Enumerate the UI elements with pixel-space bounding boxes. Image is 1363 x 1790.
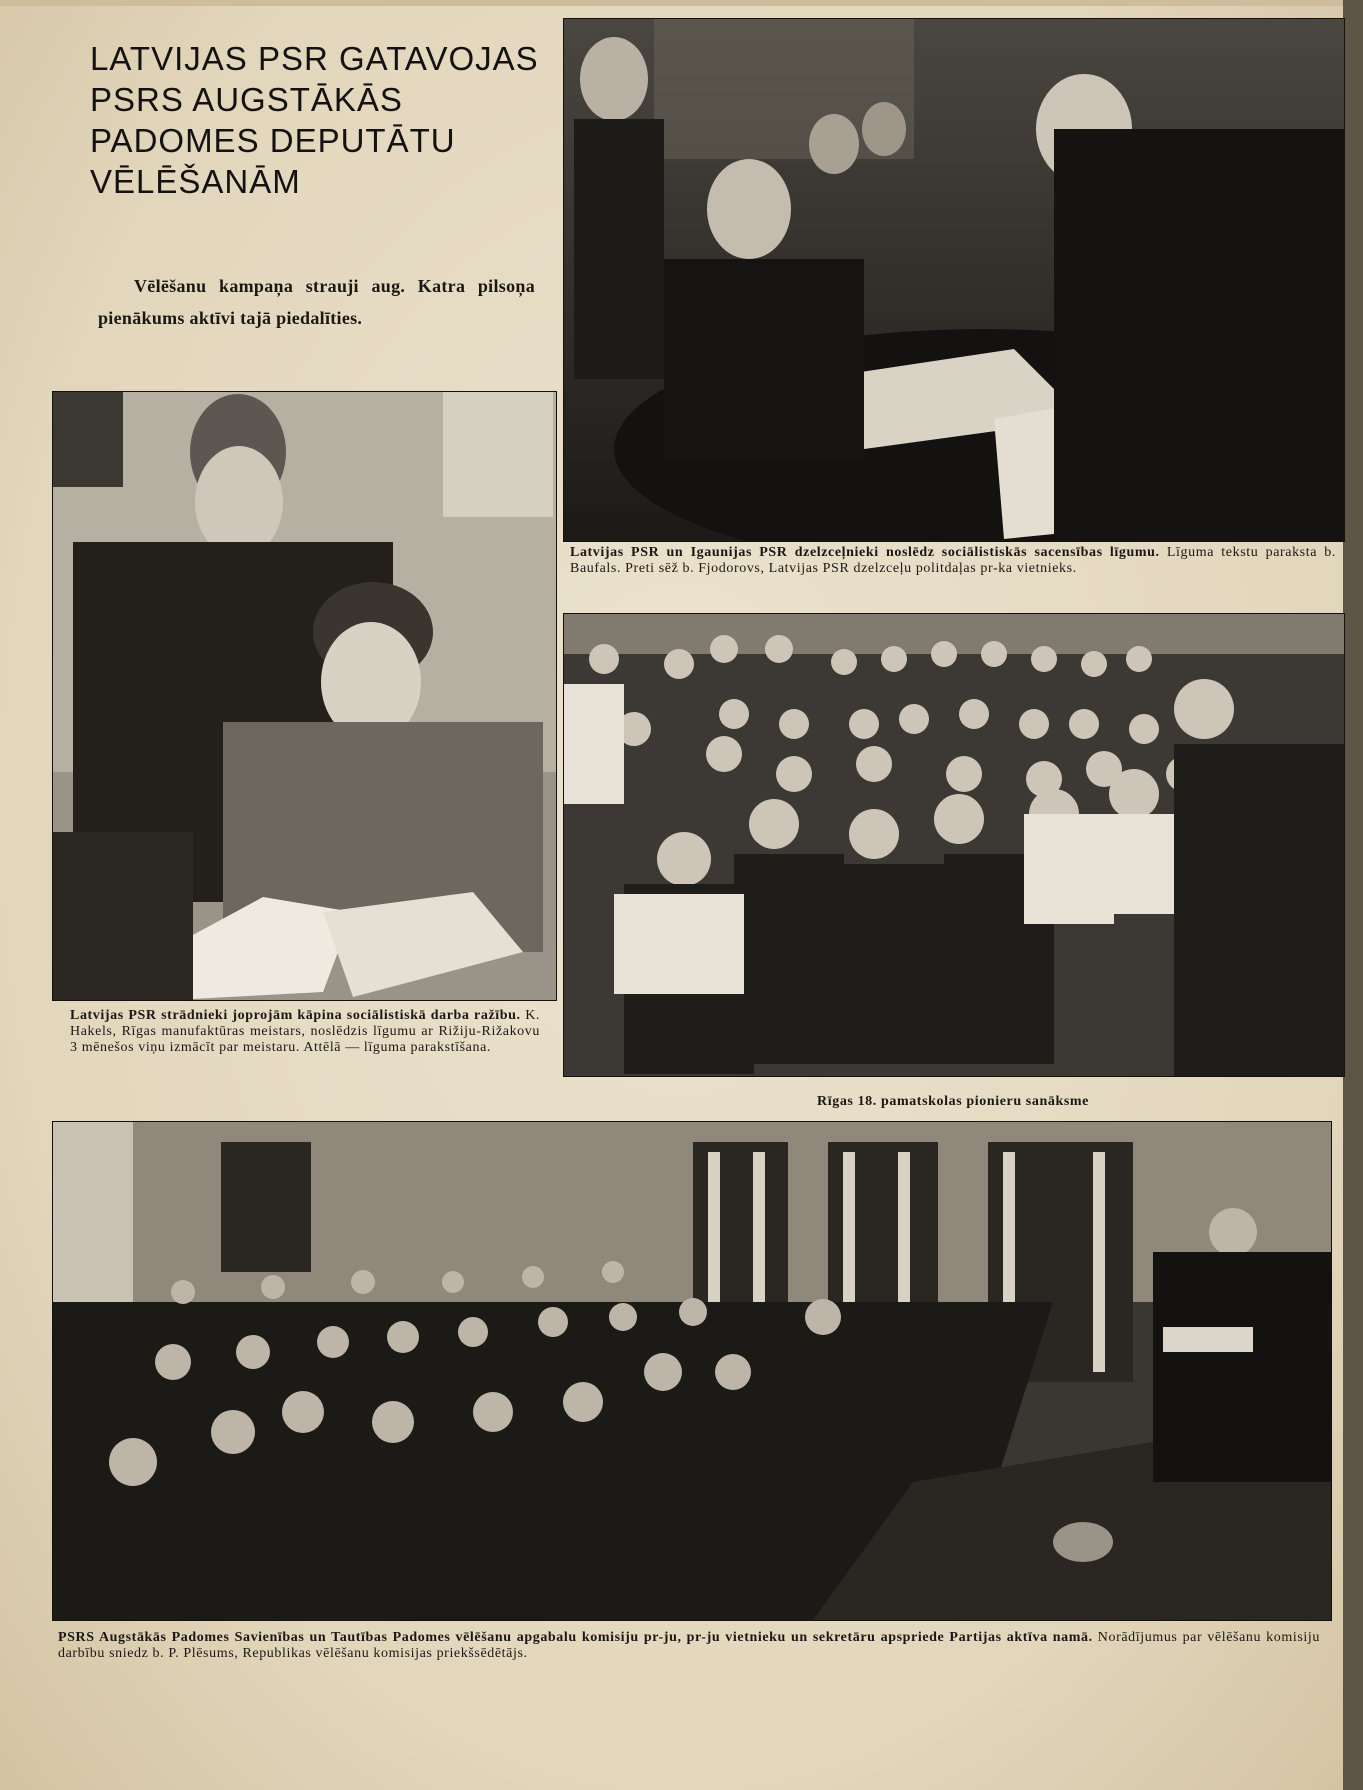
photo-assembly-meeting: [52, 1121, 1332, 1621]
workers-photo-illustration: [53, 392, 556, 1000]
photo-workers-contract: [52, 391, 557, 1001]
caption-railway: [570, 545, 1336, 577]
lead-paragraph: Vēlēšanu kampaņa strauji aug. Katra pilsoņa pienākums aktīvi tajā piedalīties.: [98, 276, 535, 328]
pioneers-photo-illustration: [564, 614, 1344, 1076]
caption-railway-bold: Latvijas PSR un Igaunijas PSR dzelzceļnieki noslēdz sociālistiskās sacensības līgumu.: [570, 545, 1160, 560]
caption-assembly-text: Norādījumus par vēlēšanu komisiju darbību sniedz b. P. Plēsums, Republikas vēlēšanu komisijas priekšsēdētājs.: [58, 1630, 1320, 1661]
photo-pioneers-meeting: [563, 613, 1345, 1077]
railway-photo-illustration: [564, 19, 1344, 541]
caption-assembly: [58, 1630, 1320, 1662]
assembly-photo-illustration: [53, 1122, 1331, 1620]
photo-railway-signing: [563, 18, 1345, 542]
caption-railway-text: Līguma tekstu paraksta b. Baufals. Preti sēž b. Fjodorovs, Latvijas PSR dzelzceļu politdaļas pr-ka vietnieks.: [570, 545, 1336, 576]
caption-assembly-bold: PSRS Augstākās Padomes Savienības un Tautības Padomes vēlēšanu apgabalu komisiju pr-ju, pr-ju vietnieku un sekretāru apspriede Partijas aktīva namā.: [58, 1630, 1093, 1645]
page-right-edge: [1343, 0, 1363, 1790]
headline: LATVIJAS PSR GATAVOJAS PSRS AUGSTĀKĀS PADOMES DEPUTĀTU VĒLĒŠANĀM: [90, 40, 539, 200]
caption-workers-bold: Latvijas PSR strādnieki joprojām kāpina sociālistiskā darba ražību.: [70, 1008, 521, 1023]
caption-workers: [70, 1008, 540, 1056]
page-top-edge: [0, 0, 1363, 6]
caption-pioneers: [563, 1094, 1343, 1110]
caption-workers-text: K. Hakels, Rīgas manufaktūras meistars, noslēdzis līgumu ar Rižiju-Rižakovu 3 mēnešos viņu izmācīt par meistaru. Attēlā — līguma parakstīšana.: [70, 1008, 540, 1055]
caption-pioneers-text: Rīgas 18. pamatskolas pionieru sanāksme: [817, 1094, 1089, 1109]
